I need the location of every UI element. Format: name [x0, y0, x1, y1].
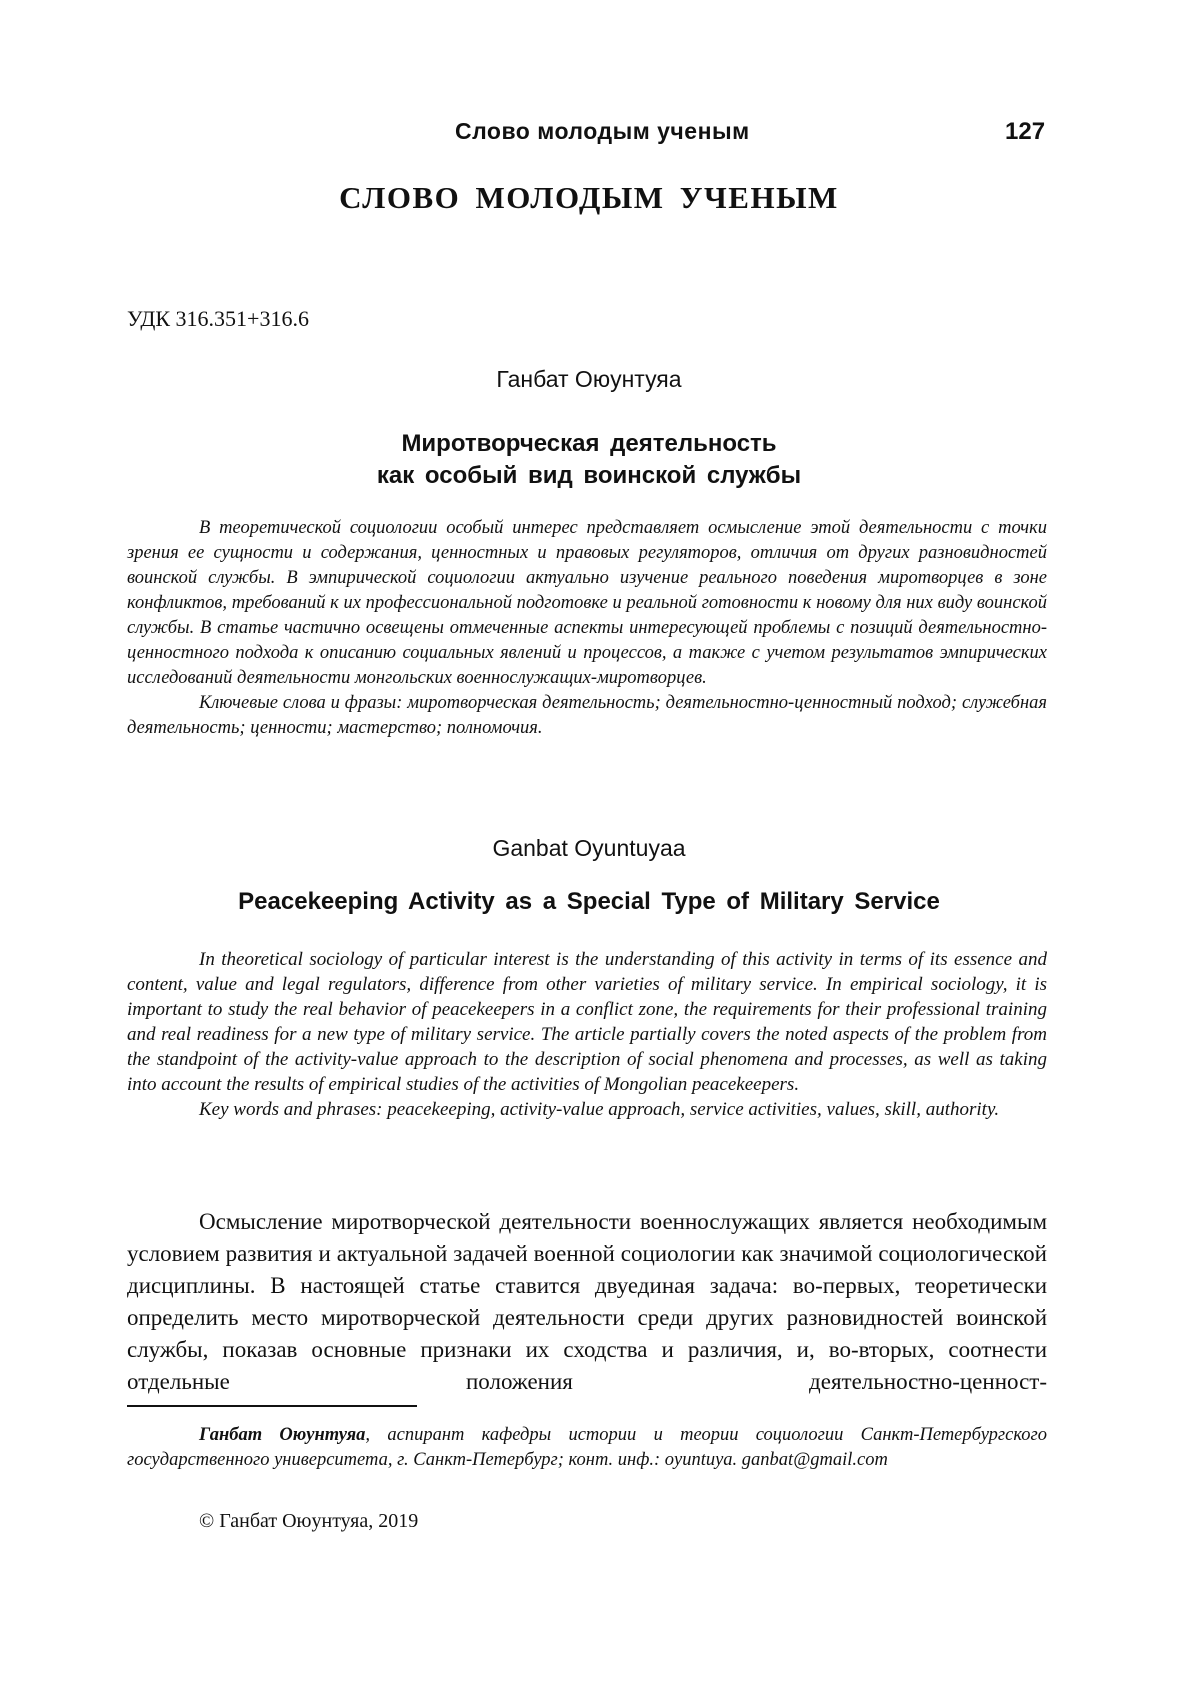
footnote-author-name: Ганбат Оюунтуяа — [199, 1425, 366, 1445]
section-title: СЛОВО МОЛОДЫМ УЧЕНЫМ — [339, 180, 839, 215]
abstract-ru-text: В теоретической социологии особый интерес представляет осмысление этой деятельности с точки зрения ее сущности и содержания, ценностных и правовых регуляторов, отличия от других разновидностей воинской службы. В эмпирической социологии актуально изучение реального поведения миротворцев в зоне конфликтов, требований к их профессиональной подготовке и реальной готовности к новому для них виду воинской службы. В статье частично освещены отмеченные аспекты интересующей проблемы с позиций деятельностно-ценностного подхода к описанию социальных явлений и процессов, а также с учетом результатов эмпирических исследований деятельности монгольских военнослужащих-миротворцев. — [127, 518, 1047, 688]
footnote — [127, 1423, 1047, 1473]
article-title-en: Peacekeeping Activity as a Special Type of Military Service — [238, 888, 940, 915]
author-name-en: Ganbat Oyuntuyaa — [492, 835, 686, 861]
udk-code: УДК 316.351+316.6 — [127, 306, 309, 331]
keywords-en: Key words and phrases: peacekeeping, activity-value approach, service activities, values, skill, authority. — [199, 1099, 1000, 1120]
footnote-text: , аспирант кафедры истории и теории социологии Санкт-Петербургского государственного университета, г. Санкт-Петербург; конт. инф.: oyuntuya. ganbat@gmail.com — [127, 1425, 1048, 1470]
article-title-ru-line1: Миротворческая деятельность — [401, 430, 777, 457]
author-name-ru: Ганбат Оюунтуяа — [496, 366, 682, 392]
footnote-divider — [127, 1405, 417, 1407]
abstract-en — [127, 947, 1047, 1122]
page-number: 127 — [1005, 118, 1046, 145]
abstract-en-text: In theoretical sociology of particular interest is the understanding of this activity in terms of its essence and content, value and legal regulators, difference from other varieties of military service. In empirical sociology, it is important to study the real behavior of peacekeepers in a conflict zone, the requirements for their professional training and real readiness for a new type of military service. The article partially covers the noted aspects of the problem from the standpoint of the activity-value approach to the description of social phenomena and processes, as well as taking into account the results of empirical studies of the activities of Mongolian peacekeepers. — [127, 949, 1047, 1095]
keywords-ru: Ключевые слова и фразы: миротворческая деятельность; деятельностно-ценностный подход; служебная деятельность; ценности; мастерство; полномочия. — [127, 693, 1047, 738]
article-title-ru-line2: как особый вид воинской службы — [376, 462, 802, 489]
running-head: Слово молодым ученым — [455, 118, 750, 144]
body-paragraph: Осмысление миротворческой деятельности военнослужащих является необходимым условием развития и актуальной задачей военной социологии как значимой социологической дисциплины. В настоящей статье ставится двуединая задача: во-первых, теоретически определить место миротворческой деятельности среди других разновидностей воинской службы, показав основные признаки их сходства и различия, и, во-вторых, соотнести отдельные положения деятельностно-ценност- — [127, 1209, 1047, 1394]
article-title-ru — [0, 428, 1178, 492]
abstract-ru — [127, 516, 1047, 741]
copyright-notice: © Ганбат Оюунтуяа, 2019 — [199, 1510, 419, 1532]
